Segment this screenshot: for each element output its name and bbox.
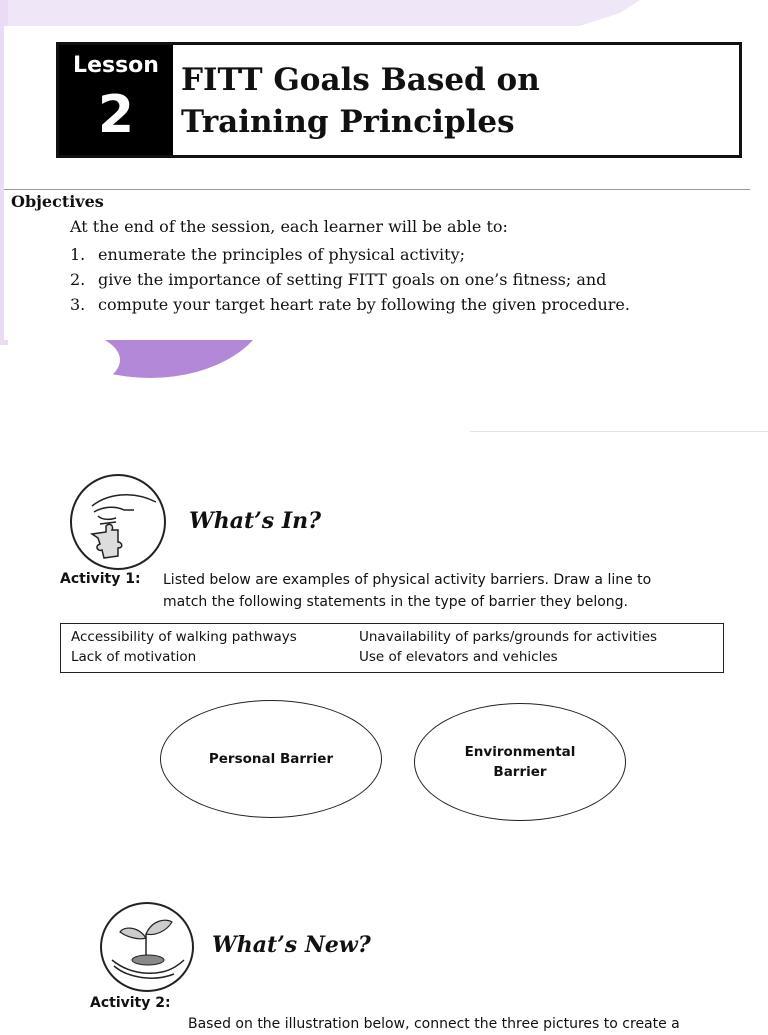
lesson-number: 2 (97, 85, 135, 145)
personal-barrier-ellipse[interactable] (160, 700, 382, 818)
activity-1-line2: match the following statements in the type of barrier they belong. (163, 594, 628, 610)
hand-seedling-icon (100, 902, 194, 992)
barrier-item: Accessibility of walking pathways (71, 629, 297, 645)
barrier-list-box (60, 623, 724, 673)
activity-1-label: Activity 1: (60, 571, 141, 587)
objectives-heading: Objectives (11, 192, 104, 211)
objectives-list (70, 242, 630, 317)
lesson-title-line1: FITT Goals Based on (181, 62, 540, 98)
hand-puzzle-icon (70, 474, 166, 570)
whats-in-title: What’s In? (189, 508, 321, 534)
personal-barrier-label: Personal Barrier (208, 751, 334, 767)
objectives-divider (4, 189, 750, 190)
activity-2-line1: Based on the illustration below, connect the three pictures to create a (188, 1016, 680, 1032)
objectives-intro: At the end of the session, each learner will be able to: (70, 217, 508, 236)
lesson-label: Lesson (73, 53, 159, 78)
page-separator (470, 431, 768, 432)
activity-2-label: Activity 2: (90, 995, 171, 1011)
barrier-item: Lack of motivation (71, 649, 197, 665)
whats-new-title: What’s New? (212, 932, 371, 958)
objective-item: 3. compute your target heart rate by following the given procedure. (70, 295, 630, 314)
environmental-barrier-label: Environmental Barrier (464, 744, 576, 780)
barrier-item: Unavailability of parks/grounds for activities (359, 629, 658, 645)
environmental-barrier-ellipse[interactable] (414, 703, 626, 821)
lesson-header (56, 42, 742, 158)
lesson-title (181, 59, 731, 143)
objective-item: 1. enumerate the principles of physical activity; (70, 245, 466, 264)
lesson-badge (59, 45, 173, 155)
activity-1-line1: Listed below are examples of physical activity barriers. Draw a line to (163, 572, 652, 588)
barrier-item: Use of elevators and vehicles (359, 649, 558, 665)
lesson-title-line2: Training Principles (181, 104, 515, 140)
objective-item: 2. give the importance of setting FITT goals on one’s fitness; and (70, 270, 607, 289)
